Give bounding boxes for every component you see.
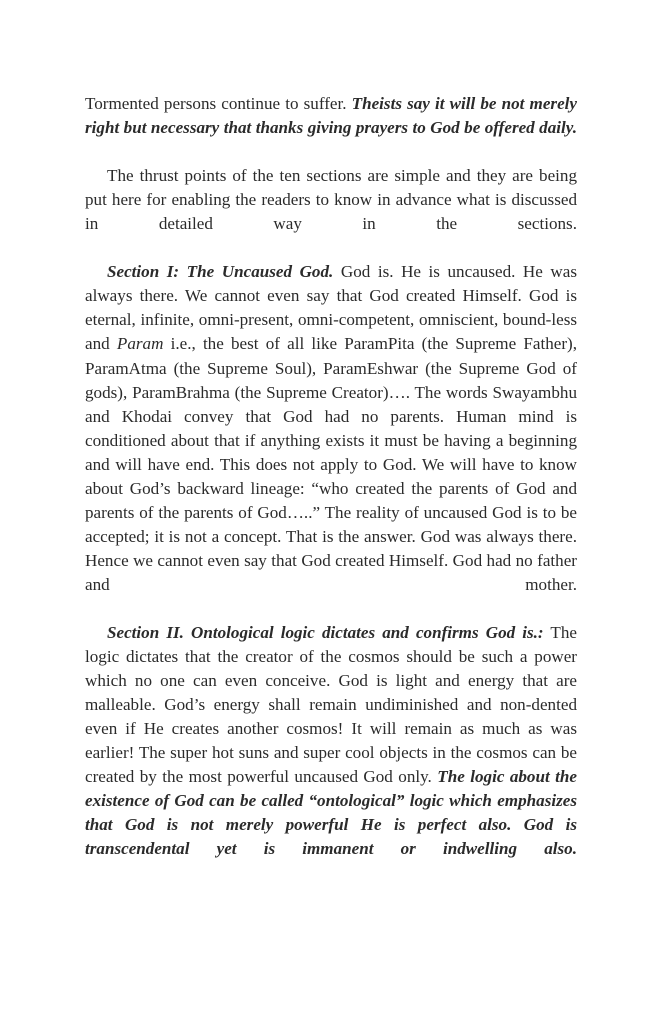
text-run: God is. He is uncaused. He was always there. We cannot even say that God created Himself. God is eternal, infinite, omni-present, omni-competent, omniscient, bound-less and xyxy=(85,262,578,354)
text-column xyxy=(85,92,577,886)
paragraph-section-one xyxy=(85,260,577,621)
text-run: Tormented persons continue to suffer. xyxy=(85,94,352,113)
paragraph-section-two xyxy=(85,621,577,886)
section-heading-two: Section II. Ontological logic dictates and confirms God is.: xyxy=(107,623,544,643)
section-heading-one: Section I: The Uncaused God. xyxy=(107,262,334,282)
paragraph-thrust-points xyxy=(85,164,577,260)
paragraph-opening xyxy=(85,92,577,164)
text-run: The thrust points of the ten sections are simple and they are being put here for enabling the readers to know in advance what is discussed in detailed way in the sections. xyxy=(85,166,577,234)
text-run: i.e., the best of all like ParamPita (the Supreme Father), ParamAtma (the Supreme Soul), ParamEshwar (the Supreme God of gods), ParamBrahma (the Supreme Creator)…. The words Swayambhu and Khodai convey that God had no parents. Human mind is conditioned about that if anything exists it must be having a beginning and will have end. This does not apply to God. We will have to know about God’s backward lineage: “who created the parents of God and parents of the parents of God…..” The reality of uncaused God is to be accepted; it is not a concept. That is the answer. God was always there. Hence we cannot even say that God created Himself. God had no father and mother. xyxy=(85,334,577,594)
emphasis-run: Theists say it will be not merely right but necessary that thanks giving prayers to God be offered daily. xyxy=(85,94,577,138)
italic-term-param: Param xyxy=(116,334,164,354)
text-run: The logic dictates that the creator of the cosmos should be such a power which no one can even conceive. God is light and energy that are malleable. God’s energy shall remain undiminished and non-dented even if He creates another cosmos! It will remain as much as was earlier! The super hot suns and super cool objects in the cosmos can be created by the most powerful uncaused God only. xyxy=(85,623,578,787)
emphasis-run: The logic about the existence of God can be called “ontological” logic which emphasizes that God is not merely powerful He is perfect also. God is transcendental yet is immanent or indwelling also. xyxy=(85,767,577,859)
